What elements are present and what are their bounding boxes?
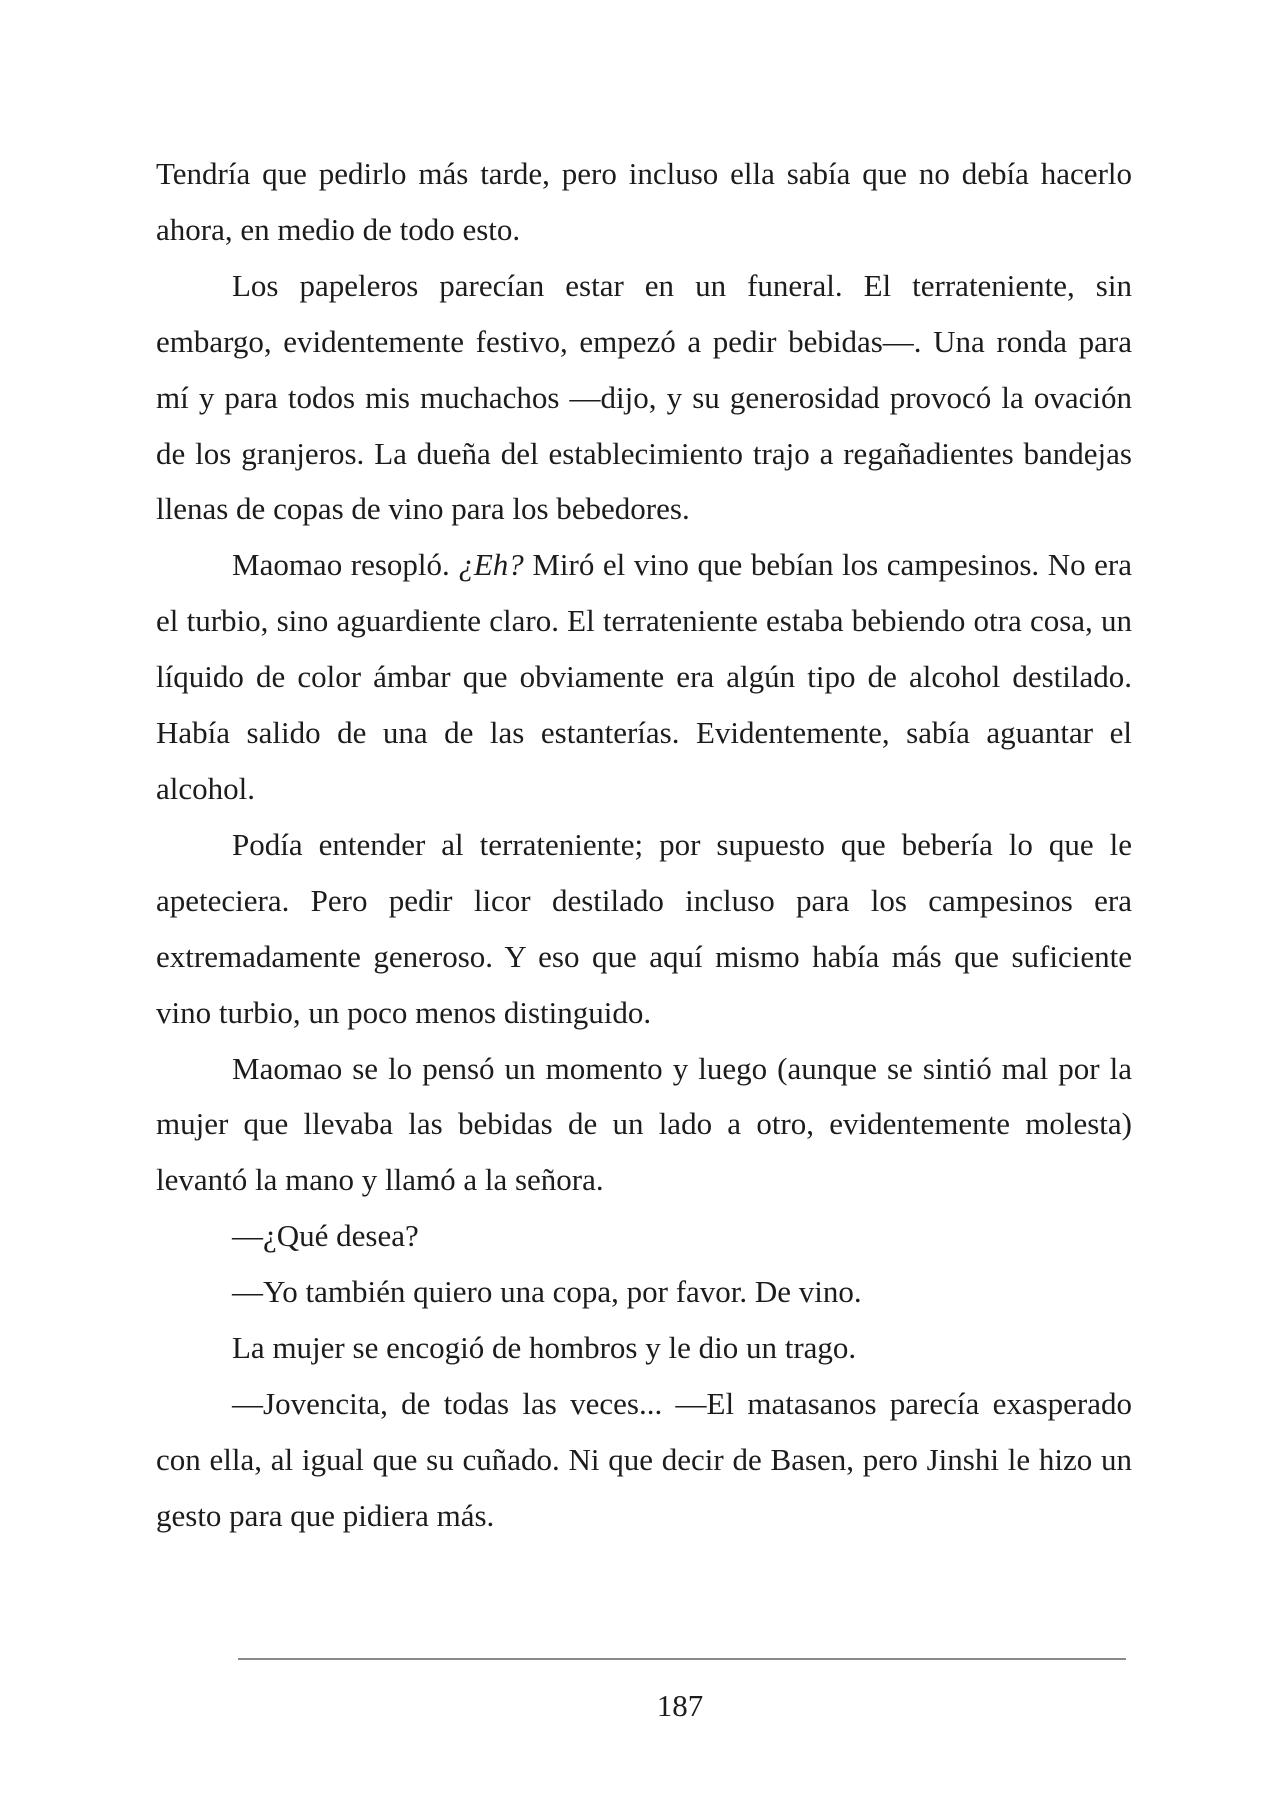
- italic-text: ¿Eh?: [458, 547, 524, 583]
- text-segment: —Yo también quiero una copa, por favor. De vino.: [232, 1274, 862, 1310]
- body-text: [156, 146, 1132, 1544]
- text-segment: Los papeleros parecían estar en un funeral. El terrateniente, sin embargo, evidentemente festivo, empezó a pedir bebidas—. Una ronda para mí y para todos mis muchachos —dijo, y su generosidad provocó la ovación de los granjeros. La dueña del establecimiento trajo a regañadientes bandejas llenas de copas de vino para los bebedores.: [156, 267, 1132, 527]
- paragraph: [156, 1320, 1132, 1376]
- text-segment: Tendría que pedirlo más tarde, pero incluso ella sabía que no debía hacerlo ahora, en medio de todo esto.: [156, 156, 1132, 247]
- text-segment: La mujer se encogió de hombros y le dio un trago.: [232, 1330, 857, 1366]
- paragraph: [156, 146, 1132, 258]
- text-segment: —Jovencita, de todas las veces... —El matasanos parecía exasperado con ella, al igual que su cuñado. Ni que decir de Basen, pero Jinshi le hizo un gesto para que pidiera más.: [156, 1385, 1132, 1533]
- text-segment: Miró el vino que bebían los campesinos. No era el turbio, sino aguardiente claro. El terrateniente estaba bebiendo otra cosa, un líquido de color ámbar que obviamente era algún tipo de alcohol destilado. Había salido de una de las estanterías. Evidentemente, sabía aguantar el alcohol.: [156, 547, 1132, 806]
- text-segment: Maomao resopló.: [232, 547, 459, 583]
- paragraph: [156, 817, 1132, 1041]
- paragraph: [156, 1264, 1132, 1320]
- paragraph: [156, 537, 1132, 817]
- page-number: 187: [656, 1688, 704, 1723]
- text-segment: Maomao se lo pensó un momento y luego (aunque se sintió mal por la mujer que llevaba las bebidas de un lado a otro, evidentemente molesta) levantó la mano y llamó a la señora.: [156, 1050, 1132, 1198]
- text-segment: Podía entender al terrateniente; por supuesto que bebería lo que le apeteciera. Pero pedir licor destilado incluso para los campesinos era extremadamente generoso. Y eso que aquí mismo había más que suficiente vino turbio, un poco menos distinguido.: [156, 826, 1132, 1030]
- paragraph: [156, 1208, 1132, 1264]
- text-segment: —¿Qué desea?: [232, 1218, 419, 1254]
- footer-divider: [238, 1658, 1126, 1660]
- paragraph: [156, 1041, 1132, 1209]
- paragraph: [156, 1376, 1132, 1544]
- paragraph: [156, 258, 1132, 538]
